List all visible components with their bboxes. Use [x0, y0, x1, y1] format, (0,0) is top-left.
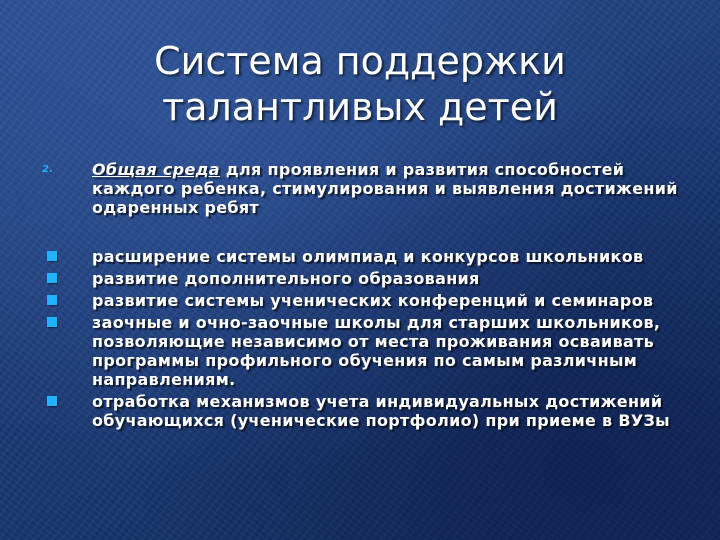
- title-line-2: талантливых детей: [162, 85, 558, 129]
- intro-emphasis: Общая среда: [92, 160, 220, 179]
- square-bullet-icon: [47, 251, 57, 261]
- square-bullet-icon: [47, 396, 57, 406]
- bullet-item: [42, 392, 682, 430]
- square-bullet-icon: [47, 295, 57, 305]
- numbered-item: [42, 160, 682, 217]
- bullet-item: [42, 247, 682, 266]
- slide-content: [42, 160, 682, 430]
- bullet-text: развитие дополнительного образования: [92, 269, 480, 288]
- slide-title: [40, 38, 680, 130]
- item-number: 2.: [42, 164, 54, 175]
- intro-text: для проявления и развития способностей каждого ребенка, стимулирования и выявления достижений одаренных ребят: [92, 160, 678, 217]
- title-line-1: Система поддержки: [154, 39, 566, 83]
- bullet-text: заочные и очно-заочные школы для старших школьников, позволяющие независимо от места проживания осваивать программы профильного обучения по самым различным направлениям.: [92, 313, 661, 389]
- bullet-item: [42, 313, 682, 389]
- bullet-text: расширение системы олимпиад и конкурсов школьников: [92, 247, 644, 266]
- bullet-item: [42, 291, 682, 310]
- bullet-item: [42, 269, 682, 288]
- square-bullet-icon: [47, 273, 57, 283]
- square-bullet-icon: [47, 317, 57, 327]
- bullet-text: отработка механизмов учета индивидуальных достижений обучающихся (ученические портфолио) при приеме в ВУЗы: [92, 392, 670, 430]
- bullet-text: развитие системы ученических конференций и семинаров: [92, 291, 654, 310]
